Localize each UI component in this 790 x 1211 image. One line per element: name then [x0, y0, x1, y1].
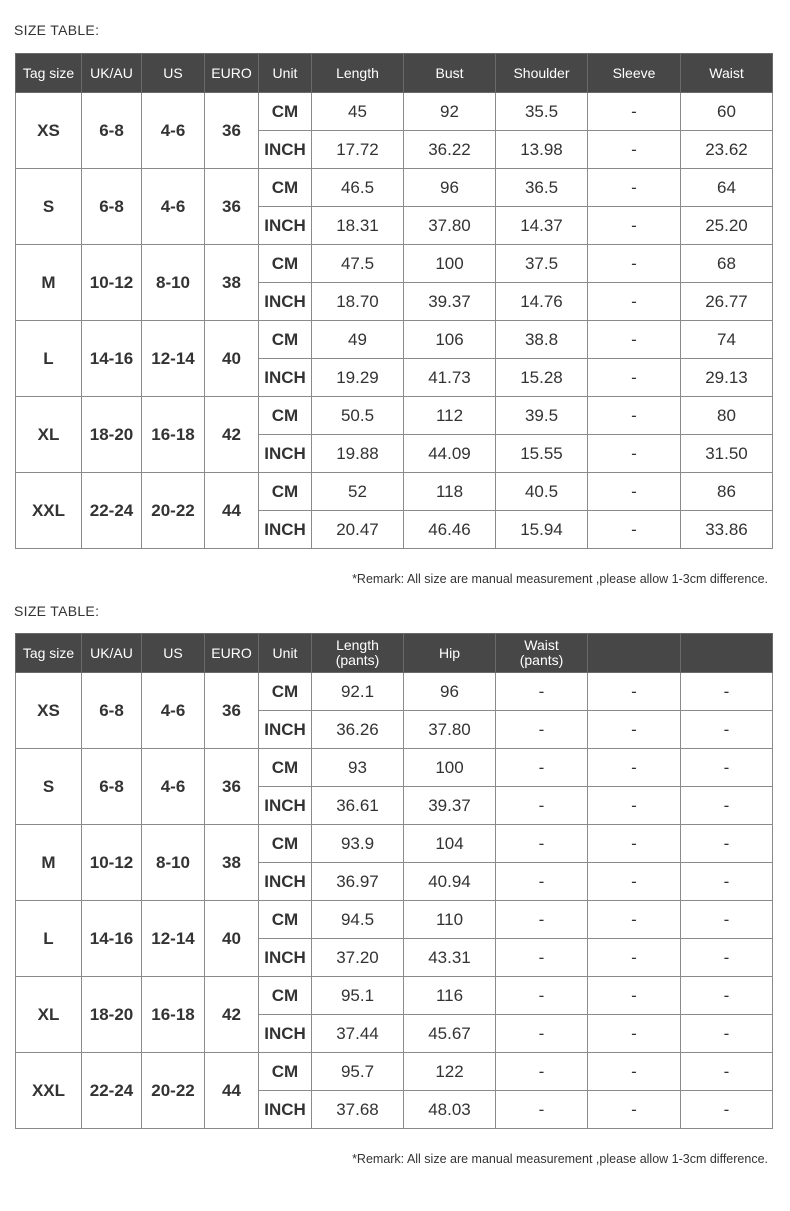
- measurement-cell: 86: [681, 473, 773, 511]
- unit-cell-cm: CM: [259, 169, 312, 207]
- measurement-cell: 48.03: [404, 1091, 496, 1129]
- measurement-cell: 31.50: [681, 435, 773, 473]
- us-cell: 8-10: [142, 245, 205, 321]
- measurement-cell: 37.44: [312, 1015, 404, 1053]
- euro-cell: 36: [205, 749, 259, 825]
- euro-cell: 38: [205, 825, 259, 901]
- table-row-cm: [16, 673, 773, 711]
- measurement-cell: -: [588, 825, 681, 863]
- measurement-cell: -: [588, 749, 681, 787]
- tag-size-cell: S: [16, 749, 82, 825]
- measurement-cell: 47.5: [312, 245, 404, 283]
- measurement-cell: 43.31: [404, 939, 496, 977]
- top-table-caption: SIZE TABLE:: [14, 22, 100, 38]
- measurement-cell: 25.20: [681, 207, 773, 245]
- measurement-cell: 45.67: [404, 1015, 496, 1053]
- tag-size-cell: L: [16, 901, 82, 977]
- top-remark: *Remark: All size are manual measurement ,please allow 1-3cm difference.: [352, 572, 768, 586]
- measurement-cell: -: [588, 1091, 681, 1129]
- tag-size-cell: M: [16, 245, 82, 321]
- measurement-cell: -: [588, 787, 681, 825]
- measurement-cell: 36.22: [404, 131, 496, 169]
- measurement-cell: -: [588, 977, 681, 1015]
- measurement-cell: -: [496, 1053, 588, 1091]
- measurement-cell: 112: [404, 397, 496, 435]
- column-header: Bust: [404, 54, 496, 93]
- measurement-cell: 64: [681, 169, 773, 207]
- measurement-cell: 95.7: [312, 1053, 404, 1091]
- uk-au-cell: 14-16: [82, 901, 142, 977]
- table-row-cm: [16, 321, 773, 359]
- measurement-cell: 17.72: [312, 131, 404, 169]
- column-header: EURO: [205, 54, 259, 93]
- table-row-cm: [16, 93, 773, 131]
- unit-cell-inch: INCH: [259, 711, 312, 749]
- measurement-cell: 39.5: [496, 397, 588, 435]
- measurement-cell: 26.77: [681, 283, 773, 321]
- measurement-cell: -: [681, 863, 773, 901]
- measurement-cell: 96: [404, 169, 496, 207]
- header-row: [16, 634, 773, 673]
- measurement-cell: 45: [312, 93, 404, 131]
- measurement-cell: 29.13: [681, 359, 773, 397]
- measurement-cell: -: [588, 397, 681, 435]
- us-cell: 4-6: [142, 93, 205, 169]
- us-cell: 16-18: [142, 977, 205, 1053]
- unit-cell-inch: INCH: [259, 131, 312, 169]
- measurement-cell: 14.76: [496, 283, 588, 321]
- table-row-cm: [16, 397, 773, 435]
- tag-size-cell: XL: [16, 397, 82, 473]
- uk-au-cell: 18-20: [82, 977, 142, 1053]
- measurement-cell: 122: [404, 1053, 496, 1091]
- measurement-cell: -: [588, 673, 681, 711]
- measurement-cell: 40.94: [404, 863, 496, 901]
- measurement-cell: 50.5: [312, 397, 404, 435]
- unit-cell-cm: CM: [259, 977, 312, 1015]
- us-cell: 12-14: [142, 901, 205, 977]
- measurement-cell: 37.80: [404, 207, 496, 245]
- unit-cell-inch: INCH: [259, 511, 312, 549]
- us-cell: 4-6: [142, 169, 205, 245]
- uk-au-cell: 6-8: [82, 93, 142, 169]
- measurement-cell: 37.5: [496, 245, 588, 283]
- measurement-cell: -: [588, 939, 681, 977]
- measurement-cell: 94.5: [312, 901, 404, 939]
- measurement-cell: -: [588, 245, 681, 283]
- measurement-cell: 116: [404, 977, 496, 1015]
- unit-cell-cm: CM: [259, 245, 312, 283]
- uk-au-cell: 10-12: [82, 825, 142, 901]
- measurement-cell: 15.94: [496, 511, 588, 549]
- uk-au-cell: 22-24: [82, 1053, 142, 1129]
- euro-cell: 40: [205, 901, 259, 977]
- measurement-cell: 15.28: [496, 359, 588, 397]
- measurement-cell: 80: [681, 397, 773, 435]
- measurement-cell: 18.70: [312, 283, 404, 321]
- measurement-cell: -: [681, 749, 773, 787]
- measurement-cell: 15.55: [496, 435, 588, 473]
- uk-au-cell: 6-8: [82, 673, 142, 749]
- column-header: US: [142, 634, 205, 673]
- column-header: UK/AU: [82, 634, 142, 673]
- measurement-cell: 20.47: [312, 511, 404, 549]
- us-cell: 8-10: [142, 825, 205, 901]
- measurement-cell: -: [681, 1015, 773, 1053]
- measurement-cell: 37.80: [404, 711, 496, 749]
- bottom-table-caption: SIZE TABLE:: [14, 603, 100, 619]
- measurement-cell: 49: [312, 321, 404, 359]
- uk-au-cell: 18-20: [82, 397, 142, 473]
- measurement-cell: 38.8: [496, 321, 588, 359]
- measurement-cell: 41.73: [404, 359, 496, 397]
- euro-cell: 36: [205, 673, 259, 749]
- measurement-cell: -: [496, 1091, 588, 1129]
- table-row-cm: [16, 473, 773, 511]
- measurement-cell: 23.62: [681, 131, 773, 169]
- measurement-cell: 93: [312, 749, 404, 787]
- column-header: Unit: [259, 634, 312, 673]
- measurement-cell: -: [681, 711, 773, 749]
- tag-size-cell: L: [16, 321, 82, 397]
- measurement-cell: 46.5: [312, 169, 404, 207]
- us-cell: 4-6: [142, 673, 205, 749]
- measurement-cell: 68: [681, 245, 773, 283]
- unit-cell-cm: CM: [259, 749, 312, 787]
- header-row: [16, 54, 773, 93]
- table-row-cm: [16, 901, 773, 939]
- measurement-cell: -: [588, 207, 681, 245]
- measurement-cell: -: [681, 673, 773, 711]
- measurement-cell: -: [588, 711, 681, 749]
- measurement-cell: -: [588, 1015, 681, 1053]
- measurement-cell: 100: [404, 749, 496, 787]
- euro-cell: 36: [205, 169, 259, 245]
- measurement-cell: -: [681, 1053, 773, 1091]
- uk-au-cell: 6-8: [82, 749, 142, 825]
- euro-cell: 44: [205, 1053, 259, 1129]
- measurement-cell: 46.46: [404, 511, 496, 549]
- measurement-cell: 60: [681, 93, 773, 131]
- measurement-cell: -: [681, 939, 773, 977]
- measurement-cell: -: [496, 673, 588, 711]
- measurement-cell: 14.37: [496, 207, 588, 245]
- column-header: Hip: [404, 634, 496, 673]
- table-row-cm: [16, 1053, 773, 1091]
- measurement-cell: -: [588, 435, 681, 473]
- measurement-cell: -: [681, 977, 773, 1015]
- measurement-cell: 95.1: [312, 977, 404, 1015]
- column-header: UK/AU: [82, 54, 142, 93]
- us-cell: 12-14: [142, 321, 205, 397]
- measurement-cell: -: [496, 711, 588, 749]
- column-header: Sleeve: [588, 54, 681, 93]
- column-header: US: [142, 54, 205, 93]
- measurement-cell: -: [588, 1053, 681, 1091]
- measurement-cell: 44.09: [404, 435, 496, 473]
- measurement-cell: -: [681, 901, 773, 939]
- measurement-cell: 40.5: [496, 473, 588, 511]
- column-header: Tag size: [16, 54, 82, 93]
- measurement-cell: 39.37: [404, 283, 496, 321]
- measurement-cell: -: [588, 283, 681, 321]
- uk-au-cell: 6-8: [82, 169, 142, 245]
- measurement-cell: -: [588, 169, 681, 207]
- measurement-cell: -: [496, 977, 588, 1015]
- bottom-size-table: [15, 633, 773, 1129]
- measurement-cell: 37.20: [312, 939, 404, 977]
- measurement-cell: 19.29: [312, 359, 404, 397]
- measurement-cell: 93.9: [312, 825, 404, 863]
- measurement-cell: 36.5: [496, 169, 588, 207]
- unit-cell-inch: INCH: [259, 863, 312, 901]
- column-header: Unit: [259, 54, 312, 93]
- measurement-cell: -: [681, 1091, 773, 1129]
- column-header: Waist (pants): [496, 634, 588, 673]
- tag-size-cell: XS: [16, 93, 82, 169]
- uk-au-cell: 22-24: [82, 473, 142, 549]
- column-header: Length: [312, 54, 404, 93]
- measurement-cell: -: [588, 93, 681, 131]
- measurement-cell: 36.61: [312, 787, 404, 825]
- unit-cell-cm: CM: [259, 93, 312, 131]
- unit-cell-cm: CM: [259, 825, 312, 863]
- unit-cell-inch: INCH: [259, 939, 312, 977]
- tag-size-cell: M: [16, 825, 82, 901]
- measurement-cell: -: [588, 131, 681, 169]
- uk-au-cell: 14-16: [82, 321, 142, 397]
- measurement-cell: -: [588, 473, 681, 511]
- measurement-cell: 33.86: [681, 511, 773, 549]
- measurement-cell: -: [496, 901, 588, 939]
- euro-cell: 44: [205, 473, 259, 549]
- measurement-cell: 96: [404, 673, 496, 711]
- table-row-cm: [16, 825, 773, 863]
- unit-cell-cm: CM: [259, 397, 312, 435]
- measurement-cell: 36.26: [312, 711, 404, 749]
- euro-cell: 38: [205, 245, 259, 321]
- column-header: [588, 634, 681, 673]
- measurement-cell: -: [681, 787, 773, 825]
- measurement-cell: 118: [404, 473, 496, 511]
- unit-cell-inch: INCH: [259, 207, 312, 245]
- unit-cell-inch: INCH: [259, 283, 312, 321]
- top-size-table: [15, 53, 773, 549]
- measurement-cell: 92: [404, 93, 496, 131]
- measurement-cell: -: [681, 825, 773, 863]
- measurement-cell: -: [496, 939, 588, 977]
- measurement-cell: -: [496, 863, 588, 901]
- bottom-remark: *Remark: All size are manual measurement ,please allow 1-3cm difference.: [352, 1152, 768, 1166]
- measurement-cell: 104: [404, 825, 496, 863]
- measurement-cell: 35.5: [496, 93, 588, 131]
- measurement-cell: -: [496, 1015, 588, 1053]
- table-row-cm: [16, 245, 773, 283]
- euro-cell: 36: [205, 93, 259, 169]
- measurement-cell: 37.68: [312, 1091, 404, 1129]
- table-row-cm: [16, 169, 773, 207]
- measurement-cell: 106: [404, 321, 496, 359]
- measurement-cell: -: [496, 749, 588, 787]
- column-header: Waist: [681, 54, 773, 93]
- us-cell: 20-22: [142, 473, 205, 549]
- unit-cell-inch: INCH: [259, 787, 312, 825]
- tag-size-cell: XL: [16, 977, 82, 1053]
- unit-cell-inch: INCH: [259, 359, 312, 397]
- tag-size-cell: XXL: [16, 473, 82, 549]
- unit-cell-inch: INCH: [259, 435, 312, 473]
- tag-size-cell: S: [16, 169, 82, 245]
- measurement-cell: 36.97: [312, 863, 404, 901]
- measurement-cell: 13.98: [496, 131, 588, 169]
- euro-cell: 42: [205, 977, 259, 1053]
- measurement-cell: 92.1: [312, 673, 404, 711]
- uk-au-cell: 10-12: [82, 245, 142, 321]
- table-row-cm: [16, 977, 773, 1015]
- measurement-cell: -: [496, 787, 588, 825]
- unit-cell-inch: INCH: [259, 1015, 312, 1053]
- measurement-cell: -: [588, 321, 681, 359]
- us-cell: 16-18: [142, 397, 205, 473]
- column-header: Length (pants): [312, 634, 404, 673]
- measurement-cell: -: [588, 901, 681, 939]
- us-cell: 20-22: [142, 1053, 205, 1129]
- unit-cell-cm: CM: [259, 673, 312, 711]
- us-cell: 4-6: [142, 749, 205, 825]
- euro-cell: 42: [205, 397, 259, 473]
- column-header: EURO: [205, 634, 259, 673]
- measurement-cell: 100: [404, 245, 496, 283]
- tag-size-cell: XXL: [16, 1053, 82, 1129]
- column-header: [681, 634, 773, 673]
- measurement-cell: 74: [681, 321, 773, 359]
- measurement-cell: 19.88: [312, 435, 404, 473]
- unit-cell-cm: CM: [259, 901, 312, 939]
- unit-cell-cm: CM: [259, 321, 312, 359]
- measurement-cell: 18.31: [312, 207, 404, 245]
- euro-cell: 40: [205, 321, 259, 397]
- measurement-cell: -: [496, 825, 588, 863]
- measurement-cell: 110: [404, 901, 496, 939]
- measurement-cell: 39.37: [404, 787, 496, 825]
- measurement-cell: -: [588, 511, 681, 549]
- tag-size-cell: XS: [16, 673, 82, 749]
- table-row-cm: [16, 749, 773, 787]
- column-header: Tag size: [16, 634, 82, 673]
- unit-cell-cm: CM: [259, 473, 312, 511]
- measurement-cell: -: [588, 359, 681, 397]
- unit-cell-cm: CM: [259, 1053, 312, 1091]
- measurement-cell: 52: [312, 473, 404, 511]
- column-header: Shoulder: [496, 54, 588, 93]
- unit-cell-inch: INCH: [259, 1091, 312, 1129]
- measurement-cell: -: [588, 863, 681, 901]
